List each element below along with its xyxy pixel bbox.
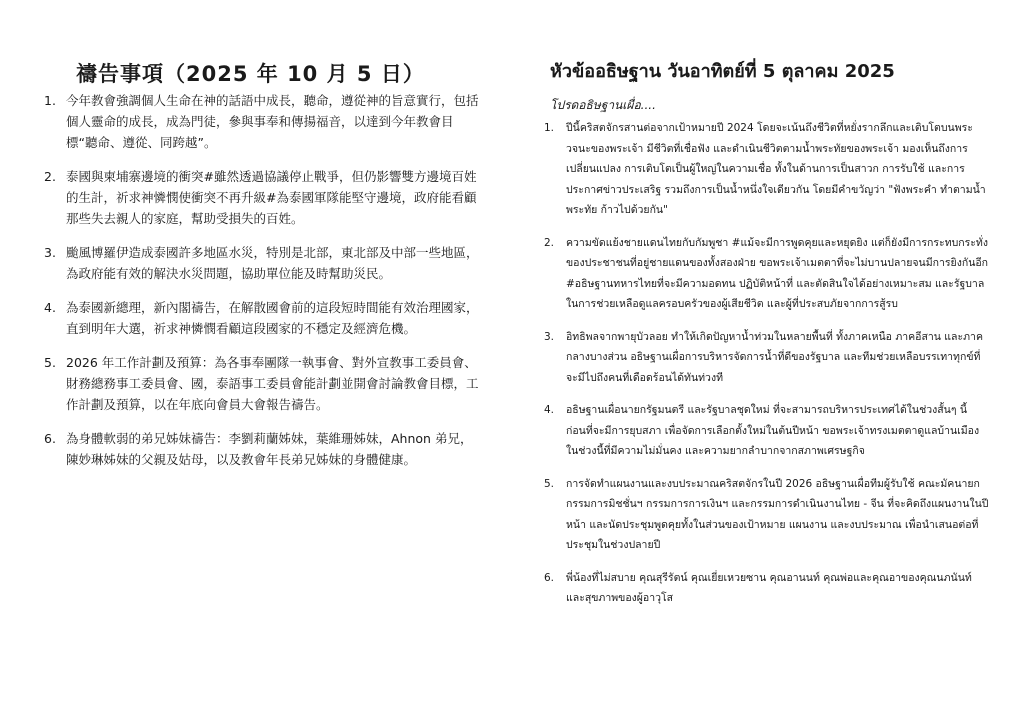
- chinese-prayer-item-1: [40, 90, 482, 153]
- item-text: ปีนี้คริสตจักรสานต่อจากเป้าหมายปี 2024 โดยจะเน้นถึงชีวิตที่หยั่งรากลึกและเติบโตบนพระวจนะของพระเจ้า มีชีวิตที่เชื่อฟัง และดำเนินชีวิตตามน้ำพระทัยของพระเจ้า มองเห็นถึงการเปลี่ยนแปลง การเติบโตเป็นผู้ใหญ่ในความเชื่อ ทั้งในด้านการเป็นสาวก การรับใช้ และการประกาศข่าวประเสริฐ รวมถึงการเป็นน้ำหนึ่งใจเดียวกัน โดยมีคำขวัญว่า "ฟังพระคำ ทำตามน้ำพระทัย ก้าวไปด้วยกัน": [566, 122, 986, 216]
- item-text: 2026 年工作計劃及預算：為各事奉團隊一執事會、對外宣教事工委員會、財務總務事工委員會、國，泰語事工委員會能計劃並開會討論教會目標，工作計劃及預算，以在年底向會員大會報告禱告。: [66, 355, 479, 412]
- chinese-prayer-item-5: [40, 352, 482, 415]
- chinese-prayer-item-4: [40, 297, 482, 339]
- item-text: 為泰國新總理，新內閣禱告，在解散國會前的這段短時間能有效治理國家，直到明年大選，祈求神憐憫看顧這段國家的不穩定及經濟危機。: [66, 300, 479, 336]
- item-number: 1.: [544, 122, 555, 134]
- item-text: 颱風博羅伊造成泰國許多地區水災，特別是北部，東北部及中部一些地區，為政府能有效的解決水災問題，協助單位能及時幫助災民。: [66, 245, 479, 281]
- chinese-title: 禱告事項（2025 年 10 月 5 日）: [76, 62, 425, 87]
- item-number: 3.: [544, 330, 555, 343]
- item-text: พี่น้องที่ไม่สบาย คุณสุรีรัตน์ คุณเยี่ยเหวยซาน คุณอานนท์ คุณพ่อและคุณอาของคุณนภนันท์ และสุขภาพของผู้อาวุโส: [566, 571, 972, 604]
- thai-subtitle: โปรดอธิษฐานเผื่อ....: [550, 98, 656, 112]
- item-number: 6.: [44, 431, 56, 446]
- item-text: อิทธิพลจากพายุบัวลอย ทำให้เกิดปัญหาน้ำท่วมในหลายพื้นที่ ทั้งภาคเหนือ ภาคอีสาน และภาคกลางบางส่วน อธิษฐานเผื่อการบริหารจัดการน้ำที่ดีของรัฐบาล และทีมช่วยเหลือบรรเทาทุกข์ที่จะมีไปถึงคนที่เดือดร้อนได้ทันท่วงที: [566, 330, 983, 384]
- item-number: 5.: [44, 355, 56, 370]
- item-text: อธิษฐานเผื่อนายกรัฐมนตรี และรัฐบาลชุดใหม่ ที่จะสามารถบริหารประเทศได้ในช่วงสั้นๆ นี้ ก่อนที่จะมีการยุบสภา เพื่อจัดการเลือกตั้งใหม่ในต้นปีหน้า ขอพระเจ้าทรงเมตตาดูแลบ้านเมืองในช่วงนี้ที่มีความไม่มั่นคง และความยากลำบากจากสภาพเศรษฐกิจ: [566, 404, 980, 457]
- item-text: 今年教會強調個人生命在神的話語中成長，聽命，遵從神的旨意實行，包括個人靈命的成長，成為門徒，參與事奉和傳揚福音，以達到今年教會目標“聽命、遵從、同跨越”。: [66, 93, 479, 150]
- thai-prayer-item-5: [540, 474, 990, 556]
- item-number: 4.: [44, 300, 56, 315]
- chinese-prayer-item-6: [40, 428, 482, 470]
- item-number: 1.: [44, 93, 56, 108]
- thai-prayer-item-2: [540, 233, 990, 315]
- item-number: 5.: [544, 477, 555, 490]
- thai-prayer-list: [540, 118, 990, 621]
- item-text: 泰國與柬埔寨邊境的衝突#雖然透過協議停止戰爭，但仍影響雙方邊境百姓的生計，祈求神憐憫使衝突不再升級#為泰國軍隊能堅守邊境，政府能看顧那些失去親人的家庭，幫助受損失的百姓。: [66, 169, 477, 226]
- chinese-prayer-list: [40, 90, 482, 483]
- item-number: 6.: [544, 571, 555, 584]
- thai-prayer-item-1: [540, 118, 990, 221]
- item-text: ความขัดแย้งชายแดนไทยกับกัมพูชา #แม้จะมีการพูดคุยและหยุดยิง แต่ก็ยังมีการกระทบกระทั่งของประชาชนที่อยู่ชายแดนของทั้งสองฝ่าย ขอพระเจ้าเมตตาที่จะไม่บานปลายจนมีการยิงกันอีก #อธิษฐานทหารไทยที่จะมีความอดทน ปฏิบัติหน้าที่ และตัดสินใจได้อย่างเหมาะสม และรัฐบาลในการช่วยเหลือดูแลครอบครัวของผู้เสียชีวิต และผู้ที่ประสบภัยจากการสู้รบ: [566, 236, 989, 310]
- thai-prayer-item-6: [540, 568, 990, 609]
- chinese-prayer-item-3: [40, 242, 482, 284]
- thai-prayer-item-4: [540, 400, 990, 462]
- item-number: 2.: [44, 169, 56, 184]
- item-text: 為身體軟弱的弟兄姊妹禱告：李劉莉蘭姊妹，葉維珊姊妹，Ahnon 弟兄，陳妙琳姊妹的父親及姑母，以及教會年長弟兄姊妹的身體健康。: [66, 431, 473, 467]
- item-number: 3.: [44, 245, 56, 260]
- item-number: 4.: [544, 404, 555, 416]
- thai-title: หัวข้ออธิษฐาน วันอาทิตย์ที่ 5 ตุลาคม 2025: [550, 61, 895, 83]
- item-number: 2.: [544, 236, 555, 249]
- item-text: การจัดทำแผนงานและงบประมาณคริสตจักรในปี 2026 อธิษฐานเผื่อทีมผู้รับใช้ คณะมัคนายก กรรมการมิชชั่นฯ กรรมการการเงินฯ และกรรมการดำเนินงานไทย - จีน ที่จะคิดถึงแผนงานในปีหน้า และนัดประชุมพูดคุยทั้งในส่วนของเป้าหมาย แผนงาน และงบประมาณ เพื่อนำเสนอต่อที่ประชุมในช่วงปลายปี: [566, 477, 989, 551]
- thai-prayer-item-3: [540, 327, 990, 389]
- chinese-prayer-item-2: [40, 166, 482, 229]
